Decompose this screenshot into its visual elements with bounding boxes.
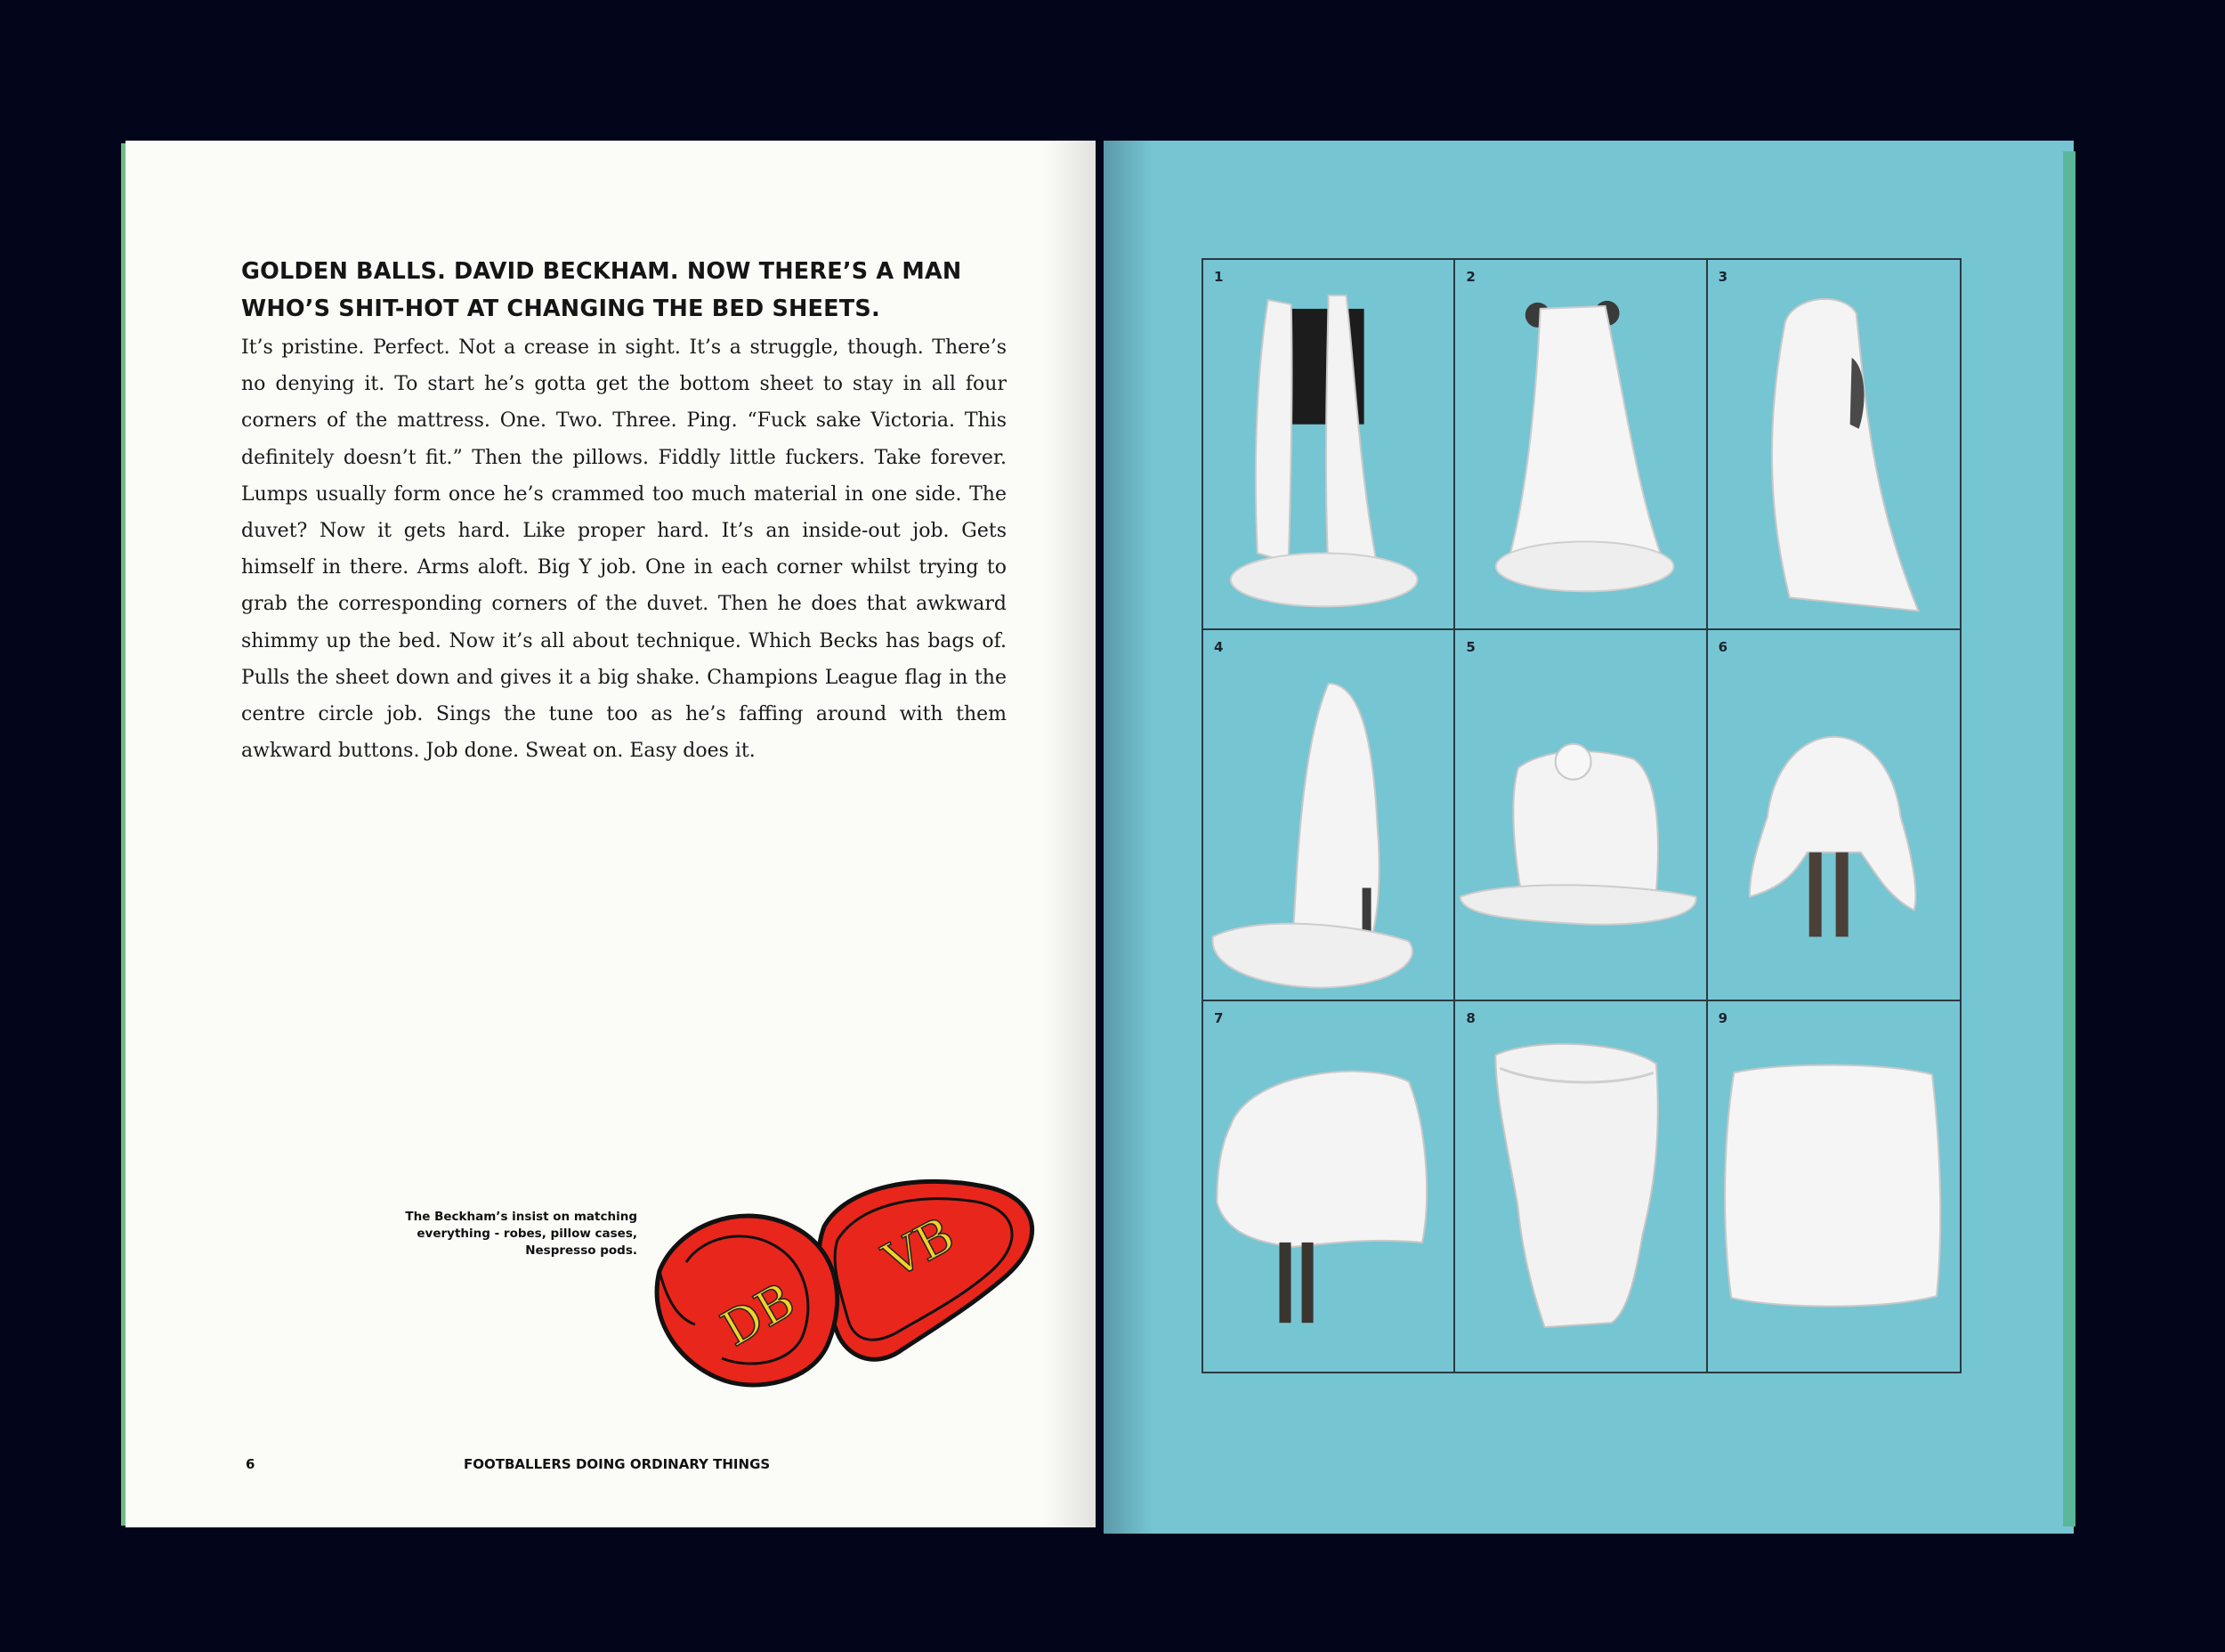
panel-number: 5 (1466, 639, 1476, 656)
photo-sequence-grid (1202, 258, 1962, 1373)
slippers-illustration (633, 1164, 1131, 1405)
duvet-wrapped-figure-icon (1708, 260, 1960, 628)
right-page (1104, 141, 2074, 1534)
panel-4 (1203, 630, 1455, 1000)
duvet-shaken-figure-icon (1203, 1001, 1453, 1372)
sheet-draped-figure-icon (1203, 630, 1453, 999)
panel-number: 9 (1718, 1009, 1728, 1026)
panel-5 (1455, 630, 1707, 1000)
panel-6 (1708, 630, 1960, 1000)
panel-3 (1708, 260, 1960, 630)
panel-number: 6 (1718, 639, 1728, 656)
panel-9 (1708, 1001, 1960, 1372)
panel-number: 1 (1214, 269, 1224, 285)
duvet-hooded-figure-icon (1708, 630, 1960, 999)
slipper-left-initials: DB (712, 1271, 805, 1358)
duvet-bundle-icon (1455, 1001, 1705, 1372)
panel-1 (1203, 260, 1455, 630)
sheet-held-up-figure-icon (1203, 260, 1453, 628)
panel-number: 2 (1466, 269, 1476, 285)
slipper-left (657, 1216, 837, 1385)
illustration-caption: The Beckham’s insist on matching everything - robes, pillow cases, Nespresso pods. (405, 1210, 637, 1258)
panel-number: 7 (1214, 1009, 1224, 1026)
panel-7 (1203, 1001, 1455, 1372)
gutter-shadow (1104, 141, 1153, 1534)
page-number: 6 (246, 1456, 255, 1472)
panel-number: 3 (1718, 269, 1728, 285)
sheet-held-up-figure-icon (1455, 260, 1705, 628)
panel-number: 8 (1466, 1009, 1476, 1026)
sheet-crumpled-figure-icon (1455, 630, 1705, 999)
running-title: FOOTBALLERS DOING ORDINARY THINGS (464, 1456, 771, 1472)
panel-number: 4 (1214, 639, 1224, 656)
slipper-right (819, 1181, 1032, 1359)
page-edge-green (2063, 151, 2075, 1526)
panel-8 (1455, 1001, 1707, 1372)
article-body: It’s pristine. Perfect. Not a crease in sight. It’s a struggle, though. There’s no denying it. To start he’s gotta get the bottom sheet to stay in all four corners of the mattress. One. Two. Three. Ping. “Fuck sake Victoria. This definitely doesn’t fit.” Then the pillows. Fiddly little fuckers. Take forever. Lumps usually form once he’s crammed too much material in one side. The duvet? Now it gets hard. Like proper hard. It’s an inside-out job. Gets himself in there. Arms aloft. Big Y job. One in each corner whilst trying to grab the corresponding corners of the duvet. Then he does that awkward shimmy up the bed. Now it’s all about technique. Which Becks has bags of. Pulls the sheet down and gives it a big shake. Champions League flag in the centre circle job. Sings the tune too as he’s faffing around with them awkward buttons. Job done. Sweat on. Easy does it. (241, 336, 1007, 763)
finished-duvet-icon (1708, 1001, 1960, 1372)
left-page (125, 141, 1096, 1527)
panel-2 (1455, 260, 1707, 630)
slipper-right-initials: VB (874, 1206, 963, 1289)
article-headline: GOLDEN BALLS. DAVID BECKHAM. NOW THERE’S A MAN WHO’S SHIT-HOT AT CHANGING THE BED SHEETS. (241, 258, 962, 322)
